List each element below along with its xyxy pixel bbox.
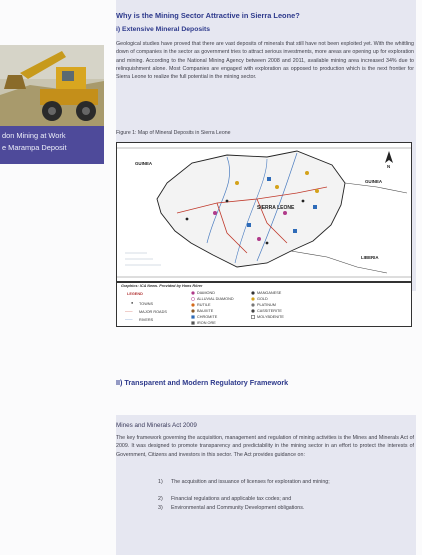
section1-paragraph: Geological studies have proved that there are vast deposits of minerals that still have not been exploited yet. With the whittling down of companies in the sector as government tries to attract serious investments, more areas are opening up for exploration and mining. According to the National Mining Agency between 2008 and 2011, available mining area increased 34% due to relinquishment alone. Most Companies are engaged with exploration as opposed to production which is the next frontier for Sierra Leone to realize the full potential in the mining sector. [116, 41, 414, 81]
map-label-sierra-leone: SIERRA LEONE [257, 205, 295, 211]
legend-town-icon: ● [131, 301, 134, 305]
legend-item-diamond: DIAMOND [197, 291, 215, 295]
legend-item-manganese: MANGANESE [257, 291, 282, 295]
legend-symbols [117, 283, 413, 328]
photo-caption-line-2: e Marampa Deposit [2, 143, 67, 152]
section2-paragraph: The key framework governing the acquisition, management and regulation of mining activities is the Mines and Minerals Act of 2009. It was designed to promote transparency and predictability in the mining sector in an effort to protect the interests of Government, Citizens and investors in this sector. The Act provides guidance on: [116, 435, 414, 458]
legend-item-rutile: RUTILE [197, 303, 211, 307]
list-item-text: Financial regulations and applicable tax codes; and [171, 496, 292, 502]
photo-caption-line-1: don Mining at Work [2, 131, 66, 140]
list-item-number: 2) [158, 496, 163, 502]
photo-caption-panel [0, 126, 104, 164]
figure-caption: Figure 1: Map of Mineral Deposits in Sierra Leone [116, 130, 231, 136]
list-item-number: 1) [158, 479, 163, 485]
legend-river-icon: —— [125, 317, 133, 321]
list-item-number: 3) [158, 505, 163, 511]
map-source: Graphics: ICA News. Provided by Hans Rörer [121, 284, 203, 288]
section1-heading: i) Extensive Mineral Deposits [116, 26, 211, 33]
legend-item-bauxite: BAUXITE [197, 309, 214, 313]
map-label-liberia: LIBERIA [361, 255, 379, 260]
list-item-text: Environmental and Community Development obligations. [171, 505, 305, 511]
legend-title: LEGEND [127, 292, 143, 296]
map-label-guinea-right: GUINEA [365, 179, 383, 184]
map-legend [116, 282, 412, 327]
section1-title: Why is the Mining Sector Attractive in Sierra Leone? [116, 11, 300, 20]
legend-item-molybdenite: MOLYBDENITE [257, 315, 284, 319]
section2-title: II) Transparent and Modern Regulatory Framework [116, 378, 289, 387]
section2-subheading: Mines and Minerals Act 2009 [116, 422, 197, 429]
mineral-deposits-map [116, 142, 412, 282]
legend-item-platinum: PLATINUM [257, 303, 276, 307]
main-content [116, 0, 416, 555]
map-graphic [117, 143, 412, 282]
excavator-photo-illustration [0, 45, 104, 127]
legend-item-cassiterite: CASSITERITE [257, 309, 282, 313]
mining-photo [0, 45, 104, 127]
map-north-label: N [387, 164, 391, 169]
legend-major-roads: MAJOR ROADS [139, 310, 167, 314]
legend-towns: TOWNS [139, 302, 154, 306]
legend-item-iron-ore: IRON ORE [197, 321, 216, 325]
legend-item-gold: GOLD [257, 297, 268, 301]
map-label-guinea-left: GUINEA [135, 161, 153, 166]
legend-rivers: RIVERS [139, 318, 154, 322]
legend-item-chromite: CHROMITE [197, 315, 218, 319]
legend-item-alluvial-diamond: ALLUVIAL DIAMOND [197, 297, 234, 301]
legend-road-icon: —— [125, 309, 133, 313]
list-item-text: The acquisition and issuance of licenses for exploration and mining; [171, 479, 330, 485]
